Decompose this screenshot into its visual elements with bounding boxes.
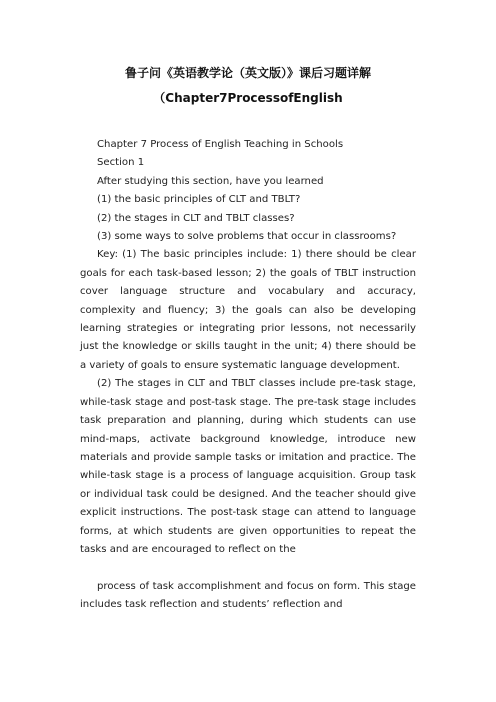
chapter-heading: Chapter 7 Process of English Teaching in Schools: [97, 139, 344, 150]
document-title-line2: （Chapter7ProcessofEnglish: [153, 91, 343, 105]
question-3: (3) some ways to solve problems that occur in classrooms?: [97, 231, 397, 243]
document-title-line1: 鲁子问《英语教学论（英文版）》课后习题详解: [124, 66, 371, 80]
intro-paragraph: After studying this section, have you learned: [97, 175, 324, 187]
question-2: (2) the stages in CLT and TBLT classes?: [97, 212, 295, 224]
continuation-paragraph: process of task accomplishment and focus on form. This stage includes task reflection and students’ reflection and: [80, 580, 416, 611]
document-body: [80, 136, 416, 615]
question-1: (1) the basic principles of CLT and TBLT?: [97, 194, 301, 206]
section-heading: Section 1: [97, 157, 145, 169]
paragraph-gap: [80, 559, 416, 578]
key-paragraph-2: (2) The stages in CLT and TBLT classes include pre-task stage, while-task stage and post-task stage. The pre-task stage includes task preparation and planning, during which students can use mind-maps, activate background knowledge, introduce new materials and provide sample tasks or imitation and practice. The while-task stage is a process of language acquisition. Group task or individual task could be designed. And the teacher should give explicit instructions. The post-task stage can attend to language forms, at which students are given opportunities to repeat the tasks and are encouraged to reflect on the: [80, 378, 416, 555]
key-paragraph-1: Key: (1) The basic principles include: 1) there should be clear goals for each task-based lesson; 2) the goals of TBLT instruction cover language structure and vocabulary and accuracy, complexity and fluency; 3) the goals can also be developing learning strategies or integrating prior lessons, not necessarily just the knowledge or skills taught in the unit; 4) there should be a variety of goals to ensure systematic language development.: [80, 249, 416, 371]
